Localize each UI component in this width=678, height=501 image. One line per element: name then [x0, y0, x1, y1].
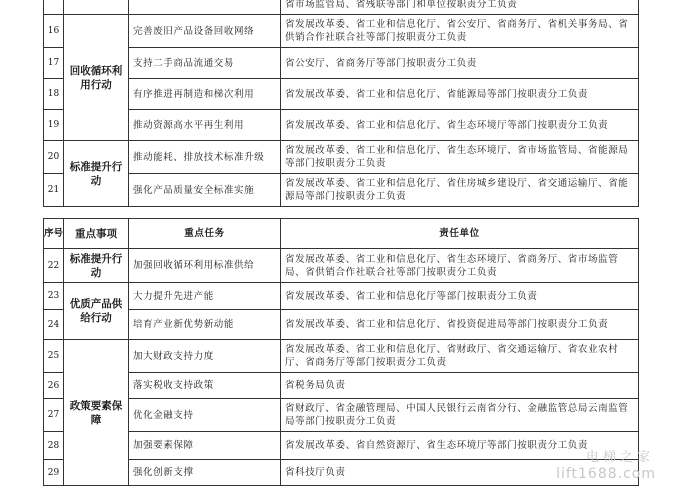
responsible-cell: 省科技厅负责 [281, 460, 639, 486]
task-cell: 强化产品质量安全标准实施 [129, 174, 281, 207]
task-table-continued [43, 0, 639, 207]
task-cell [129, 0, 281, 15]
row-number: 24 [44, 310, 64, 340]
category-cell: 标准提升行动 [64, 249, 129, 283]
row-number: 23 [44, 283, 64, 310]
row-number: 21 [44, 174, 64, 207]
table-row [44, 249, 639, 283]
row-number: 29 [44, 460, 64, 486]
responsible-cell: 省财政厅、省金融管理局、中国人民银行云南省分行、金融监管总局云南监管局等部门按职责分工负责 [281, 399, 639, 432]
watermark-url: lift1688.com [556, 466, 656, 482]
row-number: 20 [44, 141, 64, 174]
responsible-cell: 省发展改革委、省工业和信息化厅、省投资促进局等部门按职责分工负责 [281, 310, 639, 340]
category-cell: 优质产品供给行动 [64, 283, 129, 340]
table-row [44, 0, 639, 15]
row-number: 25 [44, 340, 64, 373]
row-number: 17 [44, 48, 64, 79]
responsible-cell: 省发展改革委、省工业和信息化厅、省生态环境厅、省市场监管局、省能源局等部门按职责分工负责 [281, 141, 639, 174]
header-responsible: 责任单位 [281, 219, 639, 249]
responsible-cell: 省发展改革委、省工业和信息化厅、省能源局等部门按职责分工负责 [281, 79, 639, 110]
table-row [44, 340, 639, 373]
task-cell: 完善废旧产品设备回收网络 [129, 15, 281, 48]
task-cell: 培育产业新优势新动能 [129, 310, 281, 340]
task-cell: 大力提升先进产能 [129, 283, 281, 310]
task-cell: 有序推进再制造和梯次利用 [129, 79, 281, 110]
table-row [44, 432, 639, 460]
row-number [44, 0, 64, 15]
row-number: 27 [44, 399, 64, 432]
responsible-cell: 省发展改革委、省工业和信息化厅、省公安厅、省商务厅、省机关事务局、省供销合作社联合社等部门按职责分工负责 [281, 15, 639, 48]
responsible-cell: 省发展改革委、省工业和信息化厅、省生态环境厅、省商务厅、省市场监管局、省供销合作社联合社等部门按职责分工负责 [281, 249, 639, 283]
watermark-brand: 电梯之家 [585, 450, 654, 465]
row-number: 18 [44, 79, 64, 110]
table-row [44, 110, 639, 141]
responsible-cell: 省发展改革委、省工业和信息化厅、省生态环境厅等部门按职责分工负责 [281, 110, 639, 141]
task-table [43, 218, 639, 486]
row-number: 28 [44, 432, 64, 460]
table-row [44, 15, 639, 48]
responsible-cell: 省税务局负责 [281, 373, 639, 399]
responsible-cell: 省公安厅、省商务厅等部门按职责分工负责 [281, 48, 639, 79]
table-row [44, 48, 639, 79]
table-header-row [44, 219, 639, 249]
table-row [44, 310, 639, 340]
header-number: 序号 [44, 219, 64, 249]
category-cell: 回收循环利用行动 [64, 15, 129, 141]
row-number: 19 [44, 110, 64, 141]
responsible-cell: 省发展改革委、省工业和信息化厅、省财政厅、省交通运输厅、省农业农村厅、省商务厅等部门按职责分工负责 [281, 340, 639, 373]
task-cell: 落实税收支持政策 [129, 373, 281, 399]
category-cell: 标准提升行动 [64, 141, 129, 207]
header-category: 重点事项 [64, 219, 129, 249]
table-row [44, 460, 639, 486]
task-cell: 推动能耗、排放技术标准升级 [129, 141, 281, 174]
table-row [44, 373, 639, 399]
table-row [44, 399, 639, 432]
table-row [44, 141, 639, 174]
table-row [44, 174, 639, 207]
task-cell: 加强要素保障 [129, 432, 281, 460]
table-row [44, 79, 639, 110]
responsible-cell: 省发展改革委、省工业和信息化厅等部门按职责分工负责 [281, 283, 639, 310]
task-cell: 加强回收循环利用标准供给 [129, 249, 281, 283]
category-cell [64, 0, 129, 15]
task-cell: 推动资源高水平再生利用 [129, 110, 281, 141]
row-number: 16 [44, 15, 64, 48]
category-cell: 政策要素保障 [64, 340, 129, 486]
header-task: 重点任务 [129, 219, 281, 249]
task-cell: 加大财政支持力度 [129, 340, 281, 373]
responsible-cell: 省发展改革委、省工业和信息化厅、省住房城乡建设厅、省交通运输厅、省能源局等部门按职责分工负责 [281, 174, 639, 207]
row-number: 26 [44, 373, 64, 399]
row-number: 22 [44, 249, 64, 283]
task-cell: 支持二手商品流通交易 [129, 48, 281, 79]
task-cell: 优化金融支持 [129, 399, 281, 432]
table-row [44, 283, 639, 310]
responsible-cell: 省市场监管局、省残联等部门和单位按职责分工负责 [281, 0, 639, 15]
responsible-cell: 省发展改革委、省自然资源厅、省生态环境厅等部门按职责分工负责 [281, 432, 639, 460]
task-cell: 强化创新支撑 [129, 460, 281, 486]
